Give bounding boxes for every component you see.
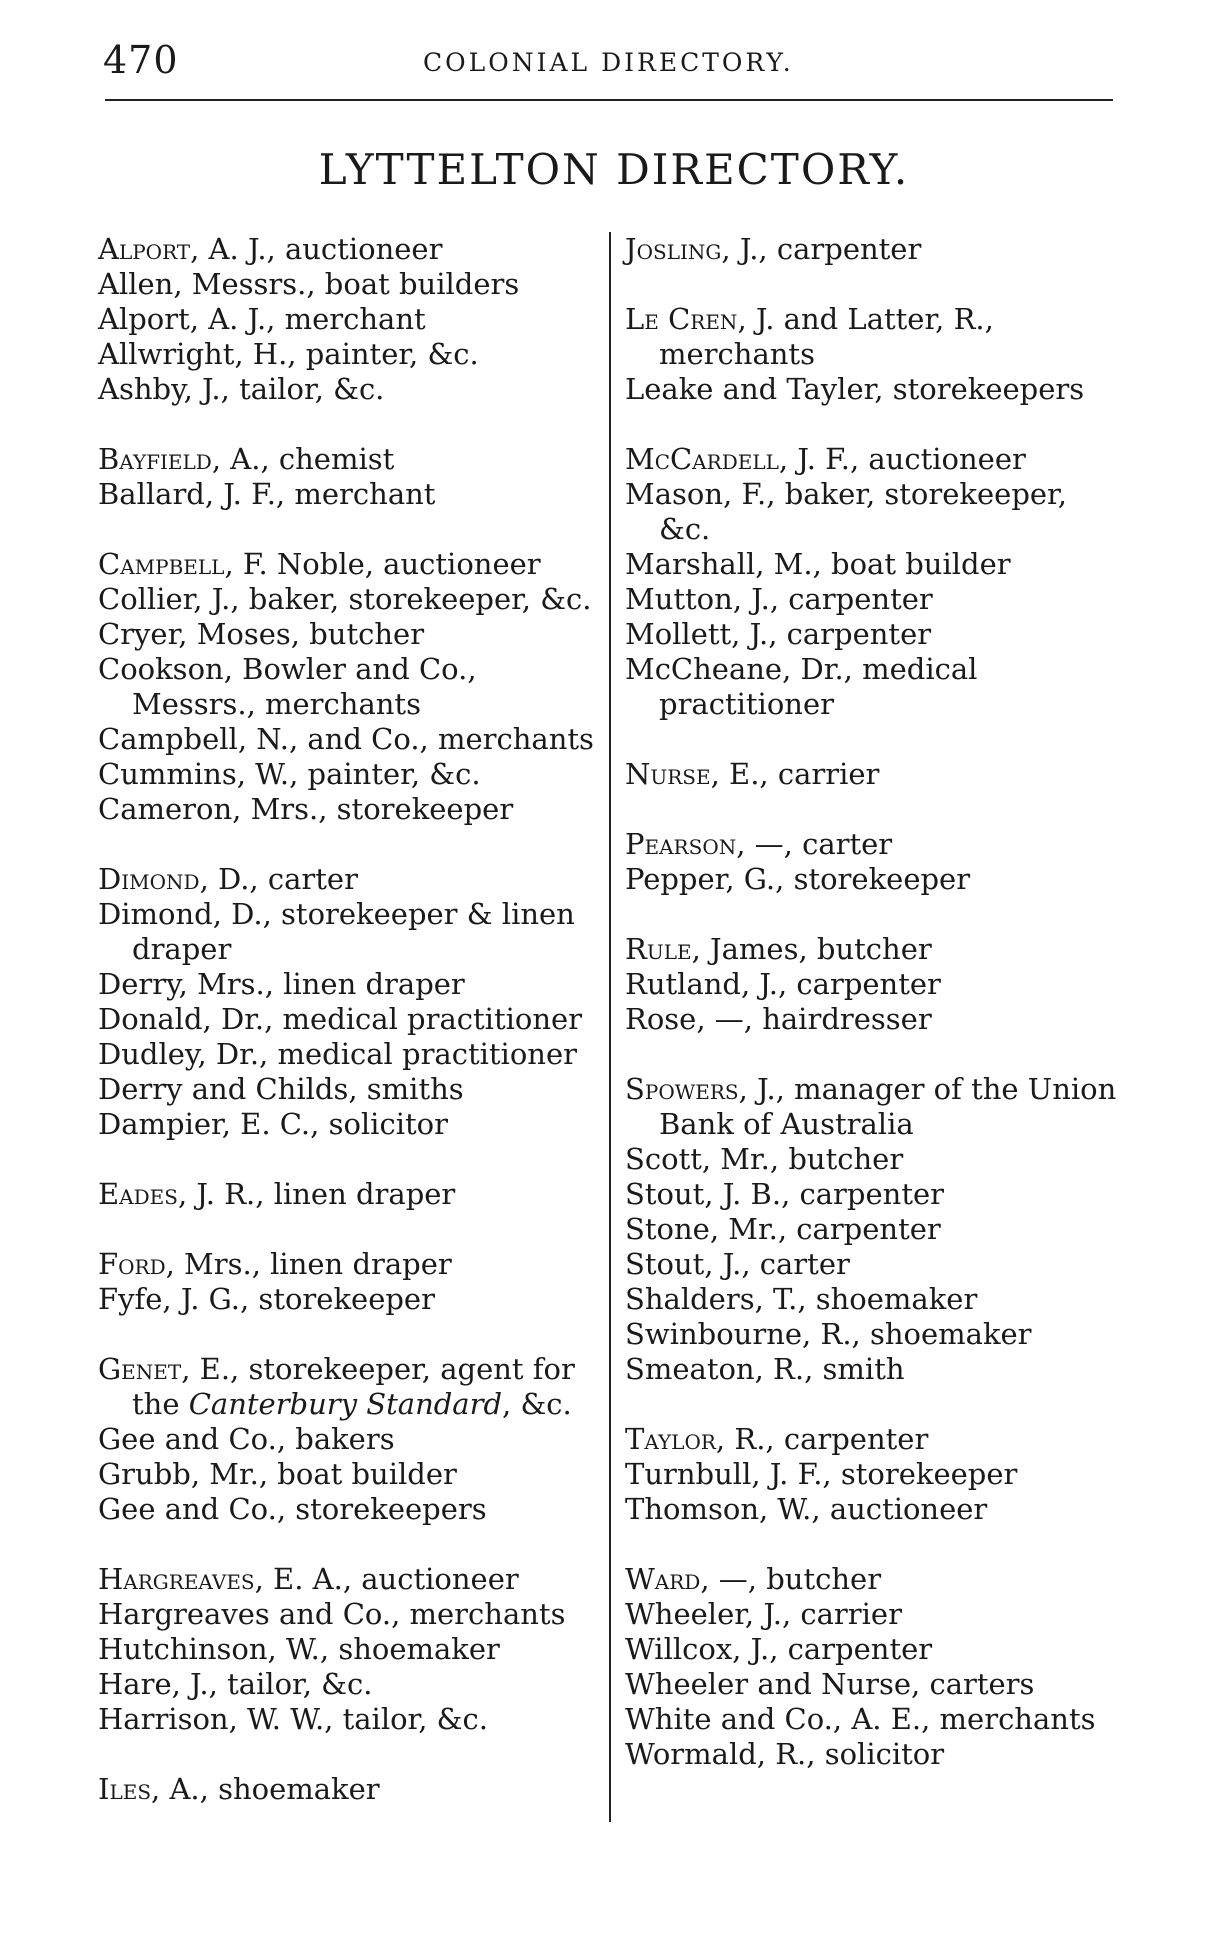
directory-entry — [625, 1562, 1125, 1597]
entry-details: , J., manager of the Union Bank of Australia — [659, 1072, 1117, 1141]
directory-title: LYTTELTON DIRECTORY. — [318, 145, 910, 194]
entry-text: Fyfe, J. G., storekeeper — [98, 1282, 435, 1316]
entry-surname: Josling — [625, 232, 722, 266]
directory-entry — [625, 547, 1125, 582]
directory-entry — [98, 652, 603, 722]
directory-entry — [98, 862, 603, 897]
entry-text: Alport, A. J., merchant — [98, 302, 426, 336]
directory-entry — [98, 1457, 603, 1492]
directory-entry — [98, 372, 603, 407]
letter-group — [625, 757, 1125, 792]
entry-text: Rose, —, hairdresser — [625, 1002, 932, 1036]
entry-text: Turnbull, J. F., storekeeper — [625, 1457, 1018, 1491]
page-number: 470 — [103, 38, 179, 82]
letter-group — [625, 302, 1125, 407]
entry-text: Hutchinson, W., shoemaker — [98, 1632, 500, 1666]
entry-details: , James, butcher — [691, 932, 932, 966]
directory-entry — [98, 1352, 603, 1422]
entry-surname: Dimond — [98, 862, 200, 896]
directory-entry — [625, 1667, 1125, 1702]
entry-text: Willcox, J., carpenter — [625, 1632, 933, 1666]
entry-text: Smeaton, R., smith — [625, 1352, 905, 1386]
entry-text: Rutland, J., carpenter — [625, 967, 941, 1001]
directory-entry — [98, 1492, 603, 1527]
directory-entry — [98, 1107, 603, 1142]
entry-surname: Rule — [625, 932, 692, 966]
directory-entry — [625, 617, 1125, 652]
entry-text: Marshall, M., boat builder — [625, 547, 1011, 581]
directory-entry — [98, 1177, 603, 1212]
directory-entry — [625, 1422, 1125, 1457]
entry-text: Campbell, N., and Co., merchants — [98, 722, 594, 756]
entry-surname: Alport — [98, 232, 191, 266]
letter-group — [98, 442, 603, 512]
letter-group — [625, 1562, 1125, 1772]
entry-details: , J., carpenter — [721, 232, 922, 266]
directory-entry — [625, 1212, 1125, 1247]
directory-entry — [625, 1597, 1125, 1632]
entry-publication: Canterbury Standard — [188, 1387, 503, 1421]
entry-text: Collier, J., baker, storekeeper, &c. — [98, 582, 592, 616]
directory-entry — [98, 1772, 603, 1807]
entry-text: Derry, Mrs., linen draper — [98, 967, 465, 1001]
letter-group — [98, 1562, 603, 1737]
entry-text: Dudley, Dr., medical practitioner — [98, 1037, 577, 1071]
entry-text: Pepper, G., storekeeper — [625, 862, 971, 896]
entry-text: Wormald, R., solicitor — [625, 1737, 945, 1771]
directory-entry — [625, 477, 1125, 547]
entry-text: Cryer, Moses, butcher — [98, 617, 425, 651]
entry-text: Mollett, J., carpenter — [625, 617, 932, 651]
directory-entry — [98, 757, 603, 792]
directory-entry — [98, 547, 603, 582]
entry-text: Grubb, Mr., boat builder — [98, 1457, 457, 1491]
directory-entry — [98, 967, 603, 1002]
letter-group — [98, 547, 603, 827]
entry-surname: Genet — [98, 1352, 182, 1386]
entry-text: Allwright, H., painter, &c. — [98, 337, 479, 371]
directory-entry — [98, 267, 603, 302]
letter-group — [625, 932, 1125, 1037]
entry-text: Donald, Dr., medical practitioner — [98, 1002, 583, 1036]
letter-group — [98, 862, 603, 1142]
entry-surname: Ward — [625, 1562, 701, 1596]
directory-entry — [625, 1142, 1125, 1177]
letter-group — [98, 1352, 603, 1527]
entry-text: Allen, Messrs., boat builders — [98, 267, 520, 301]
entry-text: Dimond, D., storekeeper & linen draper — [98, 897, 575, 966]
entry-text: Shalders, T., shoemaker — [625, 1282, 978, 1316]
left-column — [98, 232, 603, 1842]
directory-entry — [98, 1562, 603, 1597]
directory-entry — [625, 232, 1125, 267]
entry-details: , F. Noble, auctioneer — [224, 547, 541, 581]
letter-group — [625, 1422, 1125, 1527]
directory-entry — [625, 757, 1125, 792]
directory-entry — [98, 1422, 603, 1457]
directory-entry — [625, 1737, 1125, 1772]
entry-text: Mutton, J., carpenter — [625, 582, 933, 616]
entry-text: Gee and Co., storekeepers — [98, 1492, 487, 1526]
entry-text: Scott, Mr., butcher — [625, 1142, 904, 1176]
directory-entry — [625, 1177, 1125, 1212]
directory-entry — [98, 1072, 603, 1107]
entry-details: , A., shoemaker — [151, 1772, 380, 1806]
directory-entry — [625, 372, 1125, 407]
entry-details: , J. R., linen draper — [177, 1177, 456, 1211]
page-header — [103, 38, 1113, 86]
directory-entry — [98, 477, 603, 512]
directory-entry — [98, 1002, 603, 1037]
directory-entry — [625, 1457, 1125, 1492]
directory-entry — [98, 582, 603, 617]
directory-entry — [625, 1632, 1125, 1667]
entry-surname: Taylor — [625, 1422, 716, 1456]
entry-details: , J. F., auctioneer — [778, 442, 1026, 476]
directory-entry — [625, 1002, 1125, 1037]
directory-entry — [625, 1702, 1125, 1737]
entry-text: Swinbourne, R., shoemaker — [625, 1317, 1032, 1351]
column-divider — [609, 232, 611, 1822]
directory-entry — [625, 1247, 1125, 1282]
entry-details: , A. J., auctioneer — [190, 232, 443, 266]
entry-text: Cookson, Bowler and Co., Messrs., merchants — [98, 652, 477, 721]
letter-group — [625, 232, 1125, 267]
entry-text: Cameron, Mrs., storekeeper — [98, 792, 514, 826]
entry-surname: Campbell — [98, 547, 225, 581]
directory-entry — [98, 442, 603, 477]
directory-entry — [625, 652, 1125, 722]
entry-text: Hare, J., tailor, &c. — [98, 1667, 373, 1701]
directory-entry — [98, 1667, 603, 1702]
entry-surname: Ford — [98, 1247, 166, 1281]
directory-entry — [625, 1317, 1125, 1352]
directory-entry — [625, 967, 1125, 1002]
directory-entry — [625, 1492, 1125, 1527]
entry-surname: McCardell — [625, 442, 779, 476]
letter-group — [625, 827, 1125, 897]
letter-group — [98, 1247, 603, 1317]
entry-details: , E. A., auctioneer — [254, 1562, 519, 1596]
directory-entry — [98, 617, 603, 652]
entry-text: Mason, F., baker, storekeeper, &c. — [625, 477, 1067, 546]
entry-text: Cummins, W., painter, &c. — [98, 757, 481, 791]
entry-surname: Nurse — [625, 757, 711, 791]
entry-text: Stout, J., carter — [625, 1247, 850, 1281]
entry-details: , R., carpenter — [715, 1422, 929, 1456]
entry-details: , J. and Latter, R., merchants — [659, 302, 994, 371]
entry-text: White and Co., A. E., merchants — [625, 1702, 1096, 1736]
entry-surname: Le Cren — [625, 302, 738, 336]
entry-surname: Hargreaves — [98, 1562, 255, 1596]
letter-group — [625, 1072, 1125, 1387]
header-rule — [105, 99, 1113, 101]
entry-surname: Bayfield — [98, 442, 212, 476]
entry-text: Dampier, E. C., solicitor — [98, 1107, 448, 1141]
entry-text: Stone, Mr., carpenter — [625, 1212, 941, 1246]
directory-entry — [98, 897, 603, 967]
entry-details: , E., carrier — [710, 757, 880, 791]
directory-entry — [625, 827, 1125, 862]
directory-entry — [98, 337, 603, 372]
directory-entry — [98, 1702, 603, 1737]
directory-entry — [98, 302, 603, 337]
entry-text: Stout, J. B., carpenter — [625, 1177, 944, 1211]
entry-text: Gee and Co., bakers — [98, 1422, 395, 1456]
entry-details: , —, butcher — [700, 1562, 882, 1596]
entry-details: , D., carter — [199, 862, 358, 896]
directory-entry — [625, 582, 1125, 617]
letter-group — [98, 1177, 603, 1212]
entry-details-tail: , &c. — [502, 1387, 572, 1421]
entry-text: Hargreaves and Co., merchants — [98, 1597, 566, 1631]
directory-entry — [98, 232, 603, 267]
directory-entry — [625, 1352, 1125, 1387]
letter-group — [98, 1772, 603, 1807]
directory-entry — [98, 1037, 603, 1072]
directory-entry — [625, 932, 1125, 967]
directory-entry — [98, 1247, 603, 1282]
directory-entry — [98, 792, 603, 827]
directory-entry — [625, 302, 1125, 372]
entry-text: Leake and Tayler, storekeepers — [625, 372, 1085, 406]
entry-text: Ballard, J. F., merchant — [98, 477, 436, 511]
entry-text: Thomson, W., auctioneer — [625, 1492, 988, 1526]
directory-entry — [625, 862, 1125, 897]
letter-group — [625, 442, 1125, 722]
entry-details: , A., chemist — [211, 442, 395, 476]
letter-group — [98, 232, 603, 407]
entry-details: , —, carter — [736, 827, 893, 861]
entry-details: , Mrs., linen draper — [165, 1247, 452, 1281]
directory-entry — [98, 1632, 603, 1667]
entry-text: Derry and Childs, smiths — [98, 1072, 464, 1106]
directory-entry — [98, 1282, 603, 1317]
directory-entry — [98, 722, 603, 757]
directory-entry — [625, 442, 1125, 477]
entry-details: , E., storekeeper, agent for the — [132, 1352, 575, 1421]
entry-surname: Eades — [98, 1177, 178, 1211]
entry-text: McCheane, Dr., medical practitioner — [625, 652, 978, 721]
entry-text: Harrison, W. W., tailor, &c. — [98, 1702, 488, 1736]
entry-text: Ashby, J., tailor, &c. — [98, 372, 385, 406]
directory-entry — [98, 1597, 603, 1632]
entry-surname: Pearson — [625, 827, 737, 861]
right-column — [625, 232, 1125, 1807]
directory-entry — [625, 1072, 1125, 1142]
running-title: COLONIAL DIRECTORY. — [423, 48, 794, 77]
entry-text: Wheeler, J., carrier — [625, 1597, 902, 1631]
entry-surname: Iles — [98, 1772, 152, 1806]
entry-surname: Spowers — [625, 1072, 739, 1106]
directory-entry — [625, 1282, 1125, 1317]
entry-text: Wheeler and Nurse, carters — [625, 1667, 1035, 1701]
